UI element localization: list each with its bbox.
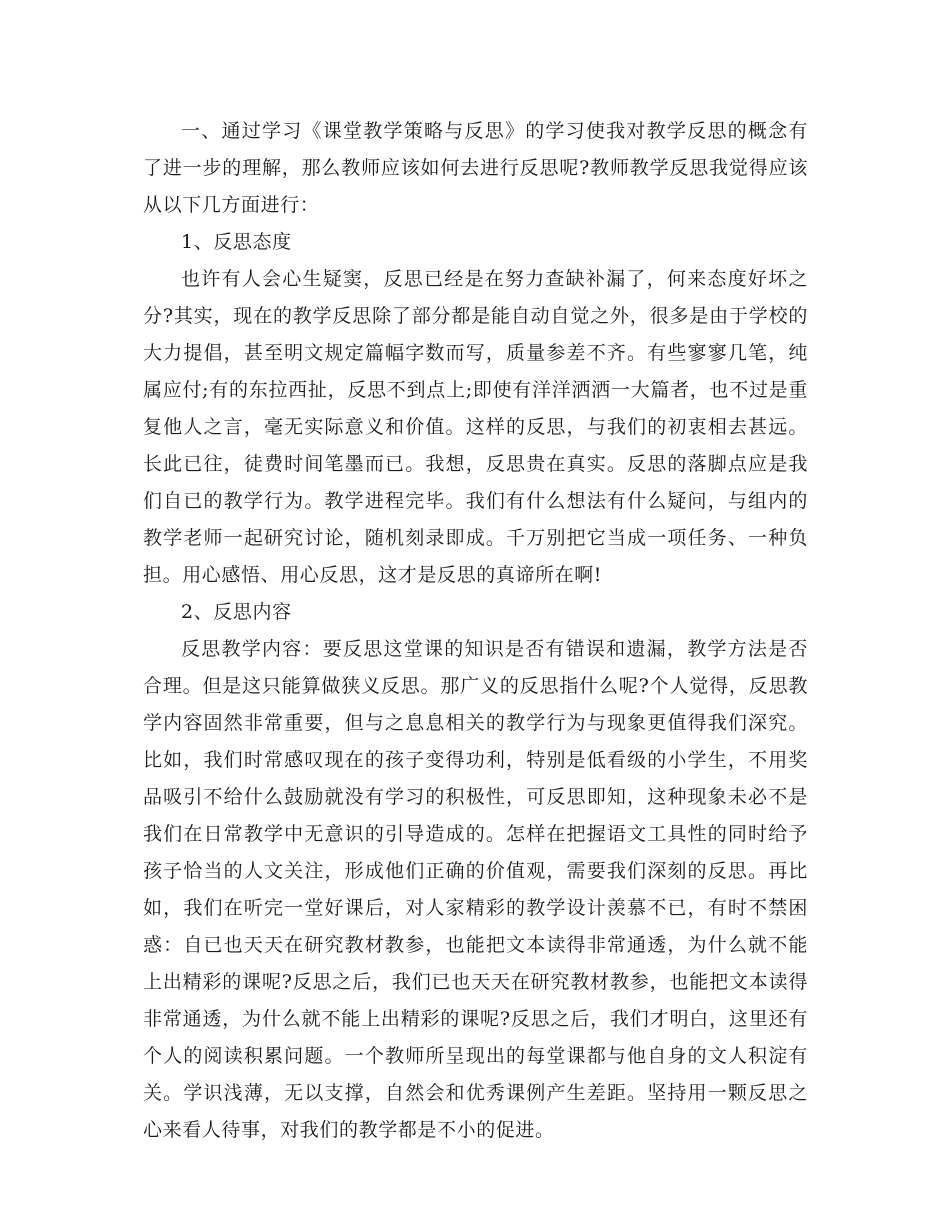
section-2-paragraph: 反思教学内容：要反思这堂课的知识是否有错误和遗漏，教学方法是否合理。但是这只能算做狭义反思。那广义的反思指什么呢?个人觉得，反思教学内容固然非常重要，但与之息息相关的教学行为与现象更值得我们深究。比如，我们时常感叹现在的孩子变得功利，特别是低看级的小学生，不用奖品吸引不给什么鼓励就没有学习的积极性，可反思即知，这种现象未必不是我们在日常教学中无意识的引导造成的。怎样在把握语文工具性的同时给予孩子恰当的人文关注，形成他们正确的价值观，需要我们深刻的反思。再比如，我们在听完一堂好课后，对人家精彩的教学设计羡慕不已，有时不禁困惑：自已也天天在研究教材教参，也能把文本读得非常通透，为什么就不能上出精彩的课呢?反思之后，我们已也天天在研究教材教参，也能把文本读得非常通透，为什么就不能上出精彩的课呢?反思之后，我们才明白，这里还有个人的阅读积累问题。一个教师所呈现出的每堂课都与他自身的文人积淀有关。学识浅薄，无以支撑，自然会和优秀课例产生差距。坚持用一颗反思之心来看人待事，对我们的教学都是不小的促进。 <box>143 638 808 1141</box>
document-body <box>143 113 808 1149</box>
section-2-heading: 2、反思内容 <box>181 601 292 623</box>
intro-paragraph: 一、通过学习《课堂教学策略与反思》的学习使我对教学反思的概念有了进一步的理解，那么教师应该如何去进行反思呢?教师教学反思我觉得应该从以下几方面进行： <box>143 120 808 216</box>
section-1-heading: 1、反思态度 <box>181 231 292 253</box>
section-1-paragraph: 也许有人会心生疑窦，反思已经是在努力查缺补漏了，何来态度好坏之分?其实，现在的教学反思除了部分都是能自动自觉之外，很多是由于学校的大力提倡，甚至明文规定篇幅字数而写，质量参差不齐。有些寥寥几笔，纯属应付;有的东拉西扯，反思不到点上;即使有洋洋洒洒一大篇者，也不过是重复他人之言，毫无实际意义和价值。这样的反思，与我们的初衷相去甚远。长此已往，徒费时间笔墨而已。我想，反思贵在真实。反思的落脚点应是我们自已的教学行为。教学进程完毕。我们有什么想法有什么疑问，与组内的教学老师一起研究讨论，随机刻录即成。千万别把它当成一项任务、一种负担。用心感悟、用心反思，这才是反思的真谛所在啊! <box>143 268 808 586</box>
